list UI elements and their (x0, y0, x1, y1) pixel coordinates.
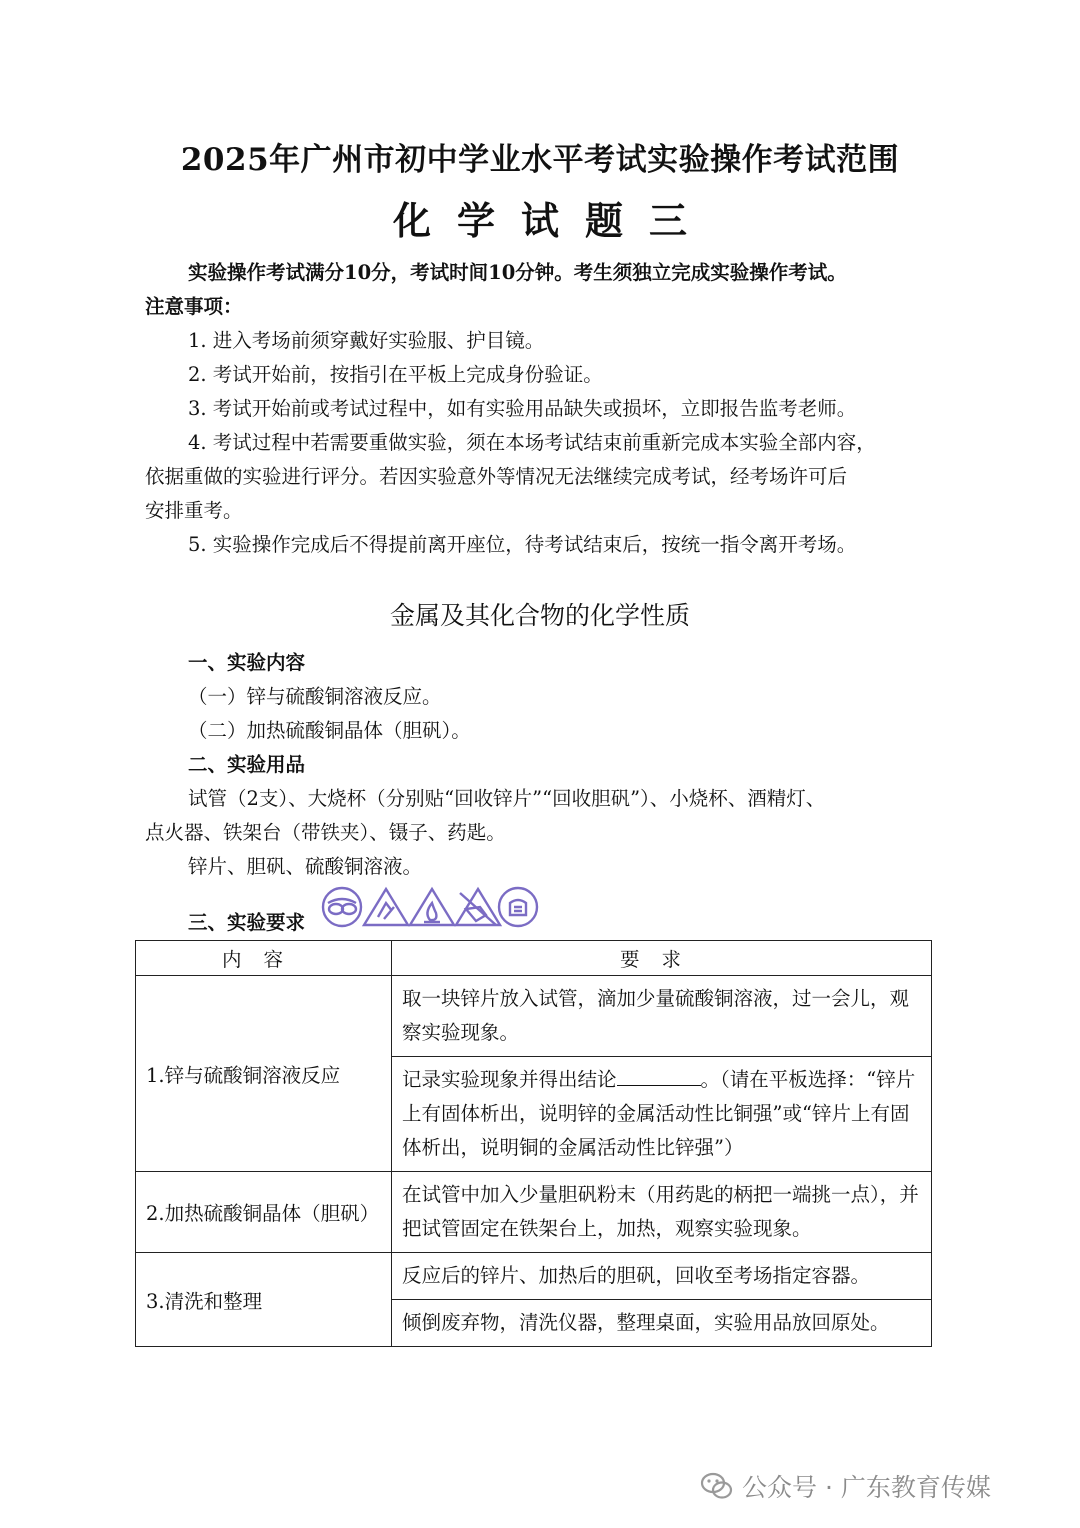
table-row (136, 1253, 932, 1300)
watermark (700, 1466, 991, 1506)
document-title: 2025年广州市初中学业水平考试实验操作考试范围 (180, 142, 900, 178)
supplies-line: 点火器、铁架台（带铁夹）、镊子、药匙。 (145, 821, 506, 844)
requirements-table (135, 940, 932, 1347)
row-label: 2.加热硫酸铜晶体（胆矾） (136, 1172, 392, 1253)
notice-item: 2. 考试开始前，按指引在平板上完成身份验证。 (188, 363, 603, 386)
table-header-requirement: 要求 (392, 941, 932, 976)
goggles-icon (323, 888, 361, 926)
notice-item: 1. 进入考场前须穿戴好实验服、护目镜。 (188, 329, 545, 352)
notice-item: 5. 实验操作完成后不得提前离开座位，待考试结束后，按统一指令离开考场。 (188, 533, 857, 556)
row-label: 3.清洗和整理 (136, 1253, 392, 1347)
row-requirement (392, 1057, 932, 1172)
no-disposal-icon (456, 889, 500, 925)
table-row (136, 976, 932, 1057)
table-row (136, 1172, 932, 1253)
document-subtitle: 化学试题三 (392, 198, 713, 243)
corrosive-hand-icon (364, 889, 408, 925)
supplies-line: 锌片、胆矾、硫酸铜溶液。 (188, 855, 423, 878)
supplies-line: 试管（2支）、大烧杯（分别贴“回收锌片”“回收胆矾”）、小烧杯、酒精灯、 (188, 787, 826, 810)
row-requirement: 倾倒废弃物，清洗仪器，整理桌面，实验用品放回原处。 (392, 1300, 932, 1347)
notice-item-continued: 依据重做的实验进行评分。若因实验意外等情况无法继续完成考试，经考场许可后 (145, 465, 848, 488)
requirements-heading: 三、实验要求 (188, 911, 306, 934)
supplies-heading: 二、实验用品 (188, 753, 306, 776)
content-item: （一）锌与硫酸铜溶液反应。 (188, 685, 442, 708)
row-requirement: 取一块锌片放入试管，滴加少量硫酸铜溶液，过一会儿，观察实验现象。 (392, 976, 932, 1057)
notice-item: 4. 考试过程中若需要重做实验，须在本场考试结束前重新完成本实验全部内容， (188, 431, 876, 454)
notice-item-continued: 安排重考。 (145, 499, 243, 522)
safety-icons (320, 885, 540, 929)
table-header-row (136, 941, 932, 976)
watermark-text: 公众号 · 广东教育传媒 (742, 1473, 991, 1502)
exam-statement: 实验操作考试满分10分，考试时间10分钟。考生须独立完成实验操作考试。 (188, 261, 847, 284)
wechat-icon (700, 1471, 734, 1501)
requirement-text: 记录实验现象并得出结论 (402, 1068, 617, 1091)
content-item: （二）加热硫酸铜晶体（胆矾）。 (188, 719, 471, 742)
hand-wash-icon (499, 888, 537, 926)
requirement-text: 。（请在平板选择：“锌片上有固体析出，说明锌的金属活动性比铜强”或“锌片上有固体析出，说明铜的金属活动性比锌强”） (402, 1068, 916, 1159)
content-heading: 一、实验内容 (188, 651, 306, 674)
experiment-title: 金属及其化合物的化学性质 (389, 601, 690, 630)
flame-icon (410, 889, 454, 925)
row-label: 1.锌与硫酸铜溶液反应 (136, 976, 392, 1172)
notice-title: 注意事项： (145, 295, 243, 318)
row-requirement: 在试管中加入少量胆矾粉末（用药匙的柄把一端挑一点），并把试管固定在铁架台上，加热，观察实验现象。 (392, 1172, 932, 1253)
answer-blank (617, 1064, 701, 1086)
row-requirement: 反应后的锌片、加热后的胆矾，回收至考场指定容器。 (392, 1253, 932, 1300)
table-header-content: 内容 (136, 941, 392, 976)
notice-item: 3. 考试开始前或考试过程中，如有实验用品缺失或损坏，立即报告监考老师。 (188, 397, 857, 420)
